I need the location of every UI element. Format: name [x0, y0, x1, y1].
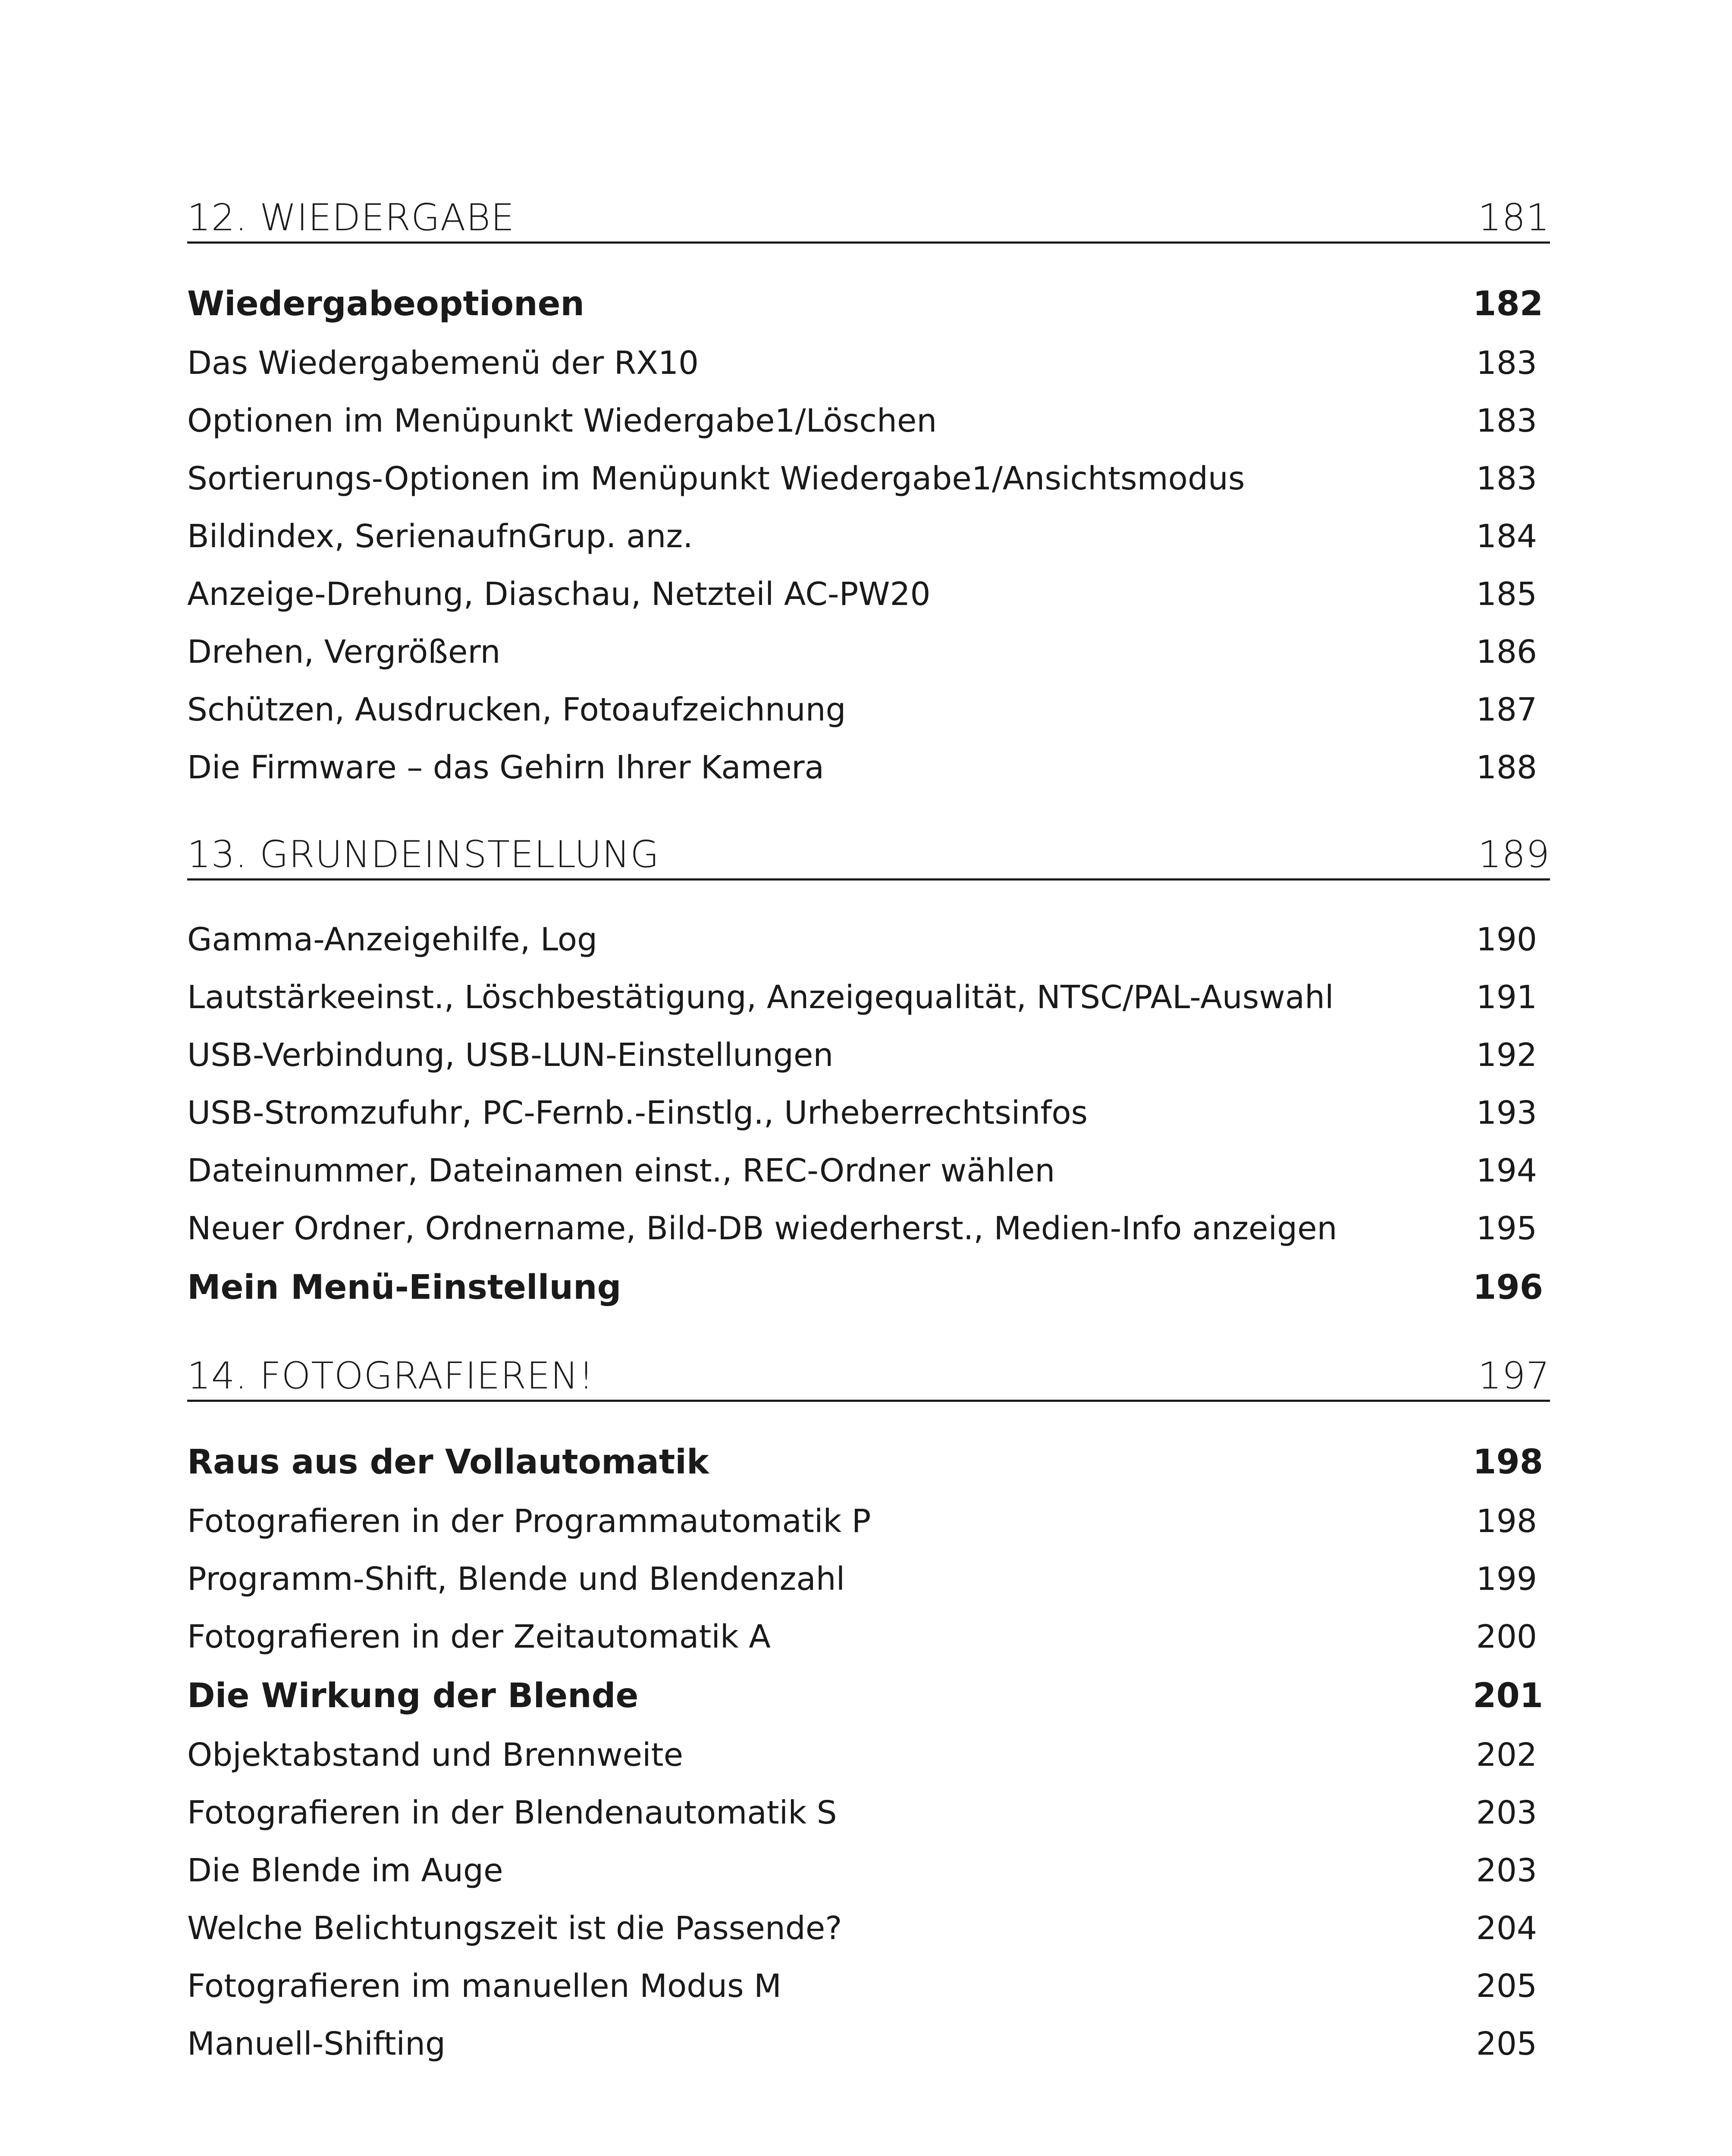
- chapter-spacer: [187, 1318, 1550, 1344]
- chapter-title: 14. FOTOGRAFIEREN!: [187, 1354, 594, 1398]
- toc-entry: [187, 1084, 1550, 1142]
- entry-page-number: 188: [1476, 749, 1537, 786]
- toc-entry: [187, 968, 1550, 1026]
- entry-title: Schützen, Ausdrucken, Fotoaufzeichnung: [187, 691, 846, 728]
- toc-section-entry: [187, 1666, 1550, 1726]
- entry-page-number: 203: [1476, 1852, 1537, 1889]
- entry-title: Objektabstand und Brennweite: [187, 1736, 684, 1774]
- entry-title: Programm-Shift, Blende und Blendenzahl: [187, 1561, 845, 1598]
- toc-entry: [187, 1784, 1550, 1842]
- entry-title: Dateinummer, Dateinamen einst., REC-Ordner wählen: [187, 1152, 1055, 1189]
- entry-page-number: 186: [1476, 633, 1537, 671]
- entry-title: USB-Stromzufuhr, PC-Fernb.-Einstlg., Urheberrechtsinfos: [187, 1094, 1088, 1131]
- toc-section-entry: [187, 274, 1550, 334]
- entry-page-number: 192: [1476, 1037, 1537, 1074]
- toc-entry: [187, 1026, 1550, 1084]
- entry-title: Fotografieren in der Blendenautomatik S: [187, 1794, 837, 1831]
- entry-title: Welche Belichtungszeit ist die Passende?: [187, 1910, 842, 1947]
- entry-page-number: 184: [1476, 518, 1537, 555]
- chapter-spacer: [187, 796, 1550, 822]
- toc-entry: [187, 739, 1550, 796]
- toc-entry: [187, 2015, 1550, 2073]
- entry-page-number: 187: [1476, 691, 1537, 728]
- entry-title: Gamma-Anzeigehilfe, Log: [187, 921, 598, 958]
- entry-title: Fotografieren in der Zeitautomatik A: [187, 1618, 771, 1655]
- entry-page-number: 199: [1476, 1561, 1537, 1598]
- entry-page-number: 185: [1476, 576, 1537, 613]
- toc-entry: [187, 681, 1550, 739]
- entry-title: Neuer Ordner, Ordnername, Bild-DB wiederherst., Medien-Info anzeigen: [187, 1210, 1337, 1247]
- entry-title: Raus aus der Vollautomatik: [187, 1443, 709, 1482]
- entry-page-number: 196: [1473, 1268, 1543, 1307]
- entry-page-number: 190: [1476, 921, 1537, 958]
- entry-title: Anzeige-Drehung, Diaschau, Netzteil AC-PW20: [187, 576, 931, 613]
- entry-title: USB-Verbindung, USB-LUN-Einstellungen: [187, 1037, 834, 1074]
- toc-entry: [187, 334, 1550, 392]
- chapter-page-number: 197: [1478, 1354, 1550, 1398]
- entry-title: Manuell-Shifting: [187, 2025, 446, 2062]
- toc-entry: [187, 1842, 1550, 1899]
- toc-entry: [187, 1550, 1550, 1608]
- chapter-title: 12. WIEDERGABE: [187, 196, 515, 239]
- entry-title: Fotografieren in der Programmautomatik P: [187, 1503, 871, 1540]
- toc-entry: [187, 565, 1550, 623]
- entry-title: Wiedergabeoptionen: [187, 285, 585, 323]
- toc-entry: [187, 392, 1550, 450]
- toc-entry: [187, 623, 1550, 681]
- entry-page-number: 183: [1476, 345, 1537, 382]
- chapter-heading: [187, 822, 1550, 881]
- toc-entry: [187, 1200, 1550, 1257]
- entry-title: Das Wiedergabemenü der RX10: [187, 345, 699, 382]
- entry-title: Die Wirkung der Blende: [187, 1677, 639, 1715]
- entry-page-number: 191: [1476, 979, 1537, 1016]
- entry-title: Drehen, Vergrößern: [187, 633, 501, 671]
- entry-title: Lautstärkeeinst., Löschbestätigung, Anzeigequalität, NTSC/PAL-Auswahl: [187, 979, 1334, 1016]
- entry-page-number: 182: [1473, 285, 1543, 323]
- entry-title: Bildindex, SerienaufnGrup. anz.: [187, 518, 693, 555]
- chapter-heading: [187, 1344, 1550, 1402]
- entry-page-number: 201: [1473, 1677, 1543, 1715]
- entry-page-number: 183: [1476, 402, 1537, 439]
- toc-entry: [187, 1492, 1550, 1550]
- toc-entry: [187, 1142, 1550, 1200]
- entry-title: Mein Menü-Einstellung: [187, 1268, 621, 1307]
- entry-page-number: 202: [1476, 1736, 1537, 1774]
- toc-entry: [187, 1608, 1550, 1666]
- toc-entry: [187, 1957, 1550, 2015]
- entry-page-number: 205: [1476, 1968, 1537, 2005]
- chapter-page-number: 181: [1478, 196, 1550, 239]
- table-of-contents: [187, 185, 1550, 2073]
- toc-entry: [187, 911, 1550, 968]
- entry-title: Die Blende im Auge: [187, 1852, 503, 1889]
- entry-page-number: 200: [1476, 1618, 1537, 1655]
- entry-page-number: 205: [1476, 2025, 1537, 2062]
- chapter-page-number: 189: [1478, 833, 1550, 876]
- toc-entry: [187, 450, 1550, 508]
- toc-section-entry: [187, 1257, 1550, 1318]
- toc-entry: [187, 1899, 1550, 1957]
- entry-page-number: 204: [1476, 1910, 1537, 1947]
- entry-page-number: 193: [1476, 1094, 1537, 1131]
- toc-section-entry: [187, 1432, 1550, 1492]
- chapter-title: 13. GRUNDEINSTELLUNG: [187, 833, 659, 876]
- entry-page-number: 183: [1476, 460, 1537, 497]
- chapter-heading: [187, 185, 1550, 244]
- entry-page-number: 194: [1476, 1152, 1537, 1189]
- entry-page-number: 195: [1476, 1210, 1537, 1247]
- toc-entry: [187, 1726, 1550, 1784]
- entry-page-number: 203: [1476, 1794, 1537, 1831]
- entry-title: Sortierungs-Optionen im Menüpunkt Wiedergabe1/Ansichtsmodus: [187, 460, 1245, 497]
- entry-title: Die Firmware – das Gehirn Ihrer Kamera: [187, 749, 825, 786]
- entry-title: Optionen im Menüpunkt Wiedergabe1/Löschen: [187, 402, 937, 439]
- toc-entry: [187, 508, 1550, 565]
- entry-title: Fotografieren im manuellen Modus M: [187, 1968, 782, 2005]
- entry-page-number: 198: [1473, 1443, 1543, 1482]
- entry-page-number: 198: [1476, 1503, 1537, 1540]
